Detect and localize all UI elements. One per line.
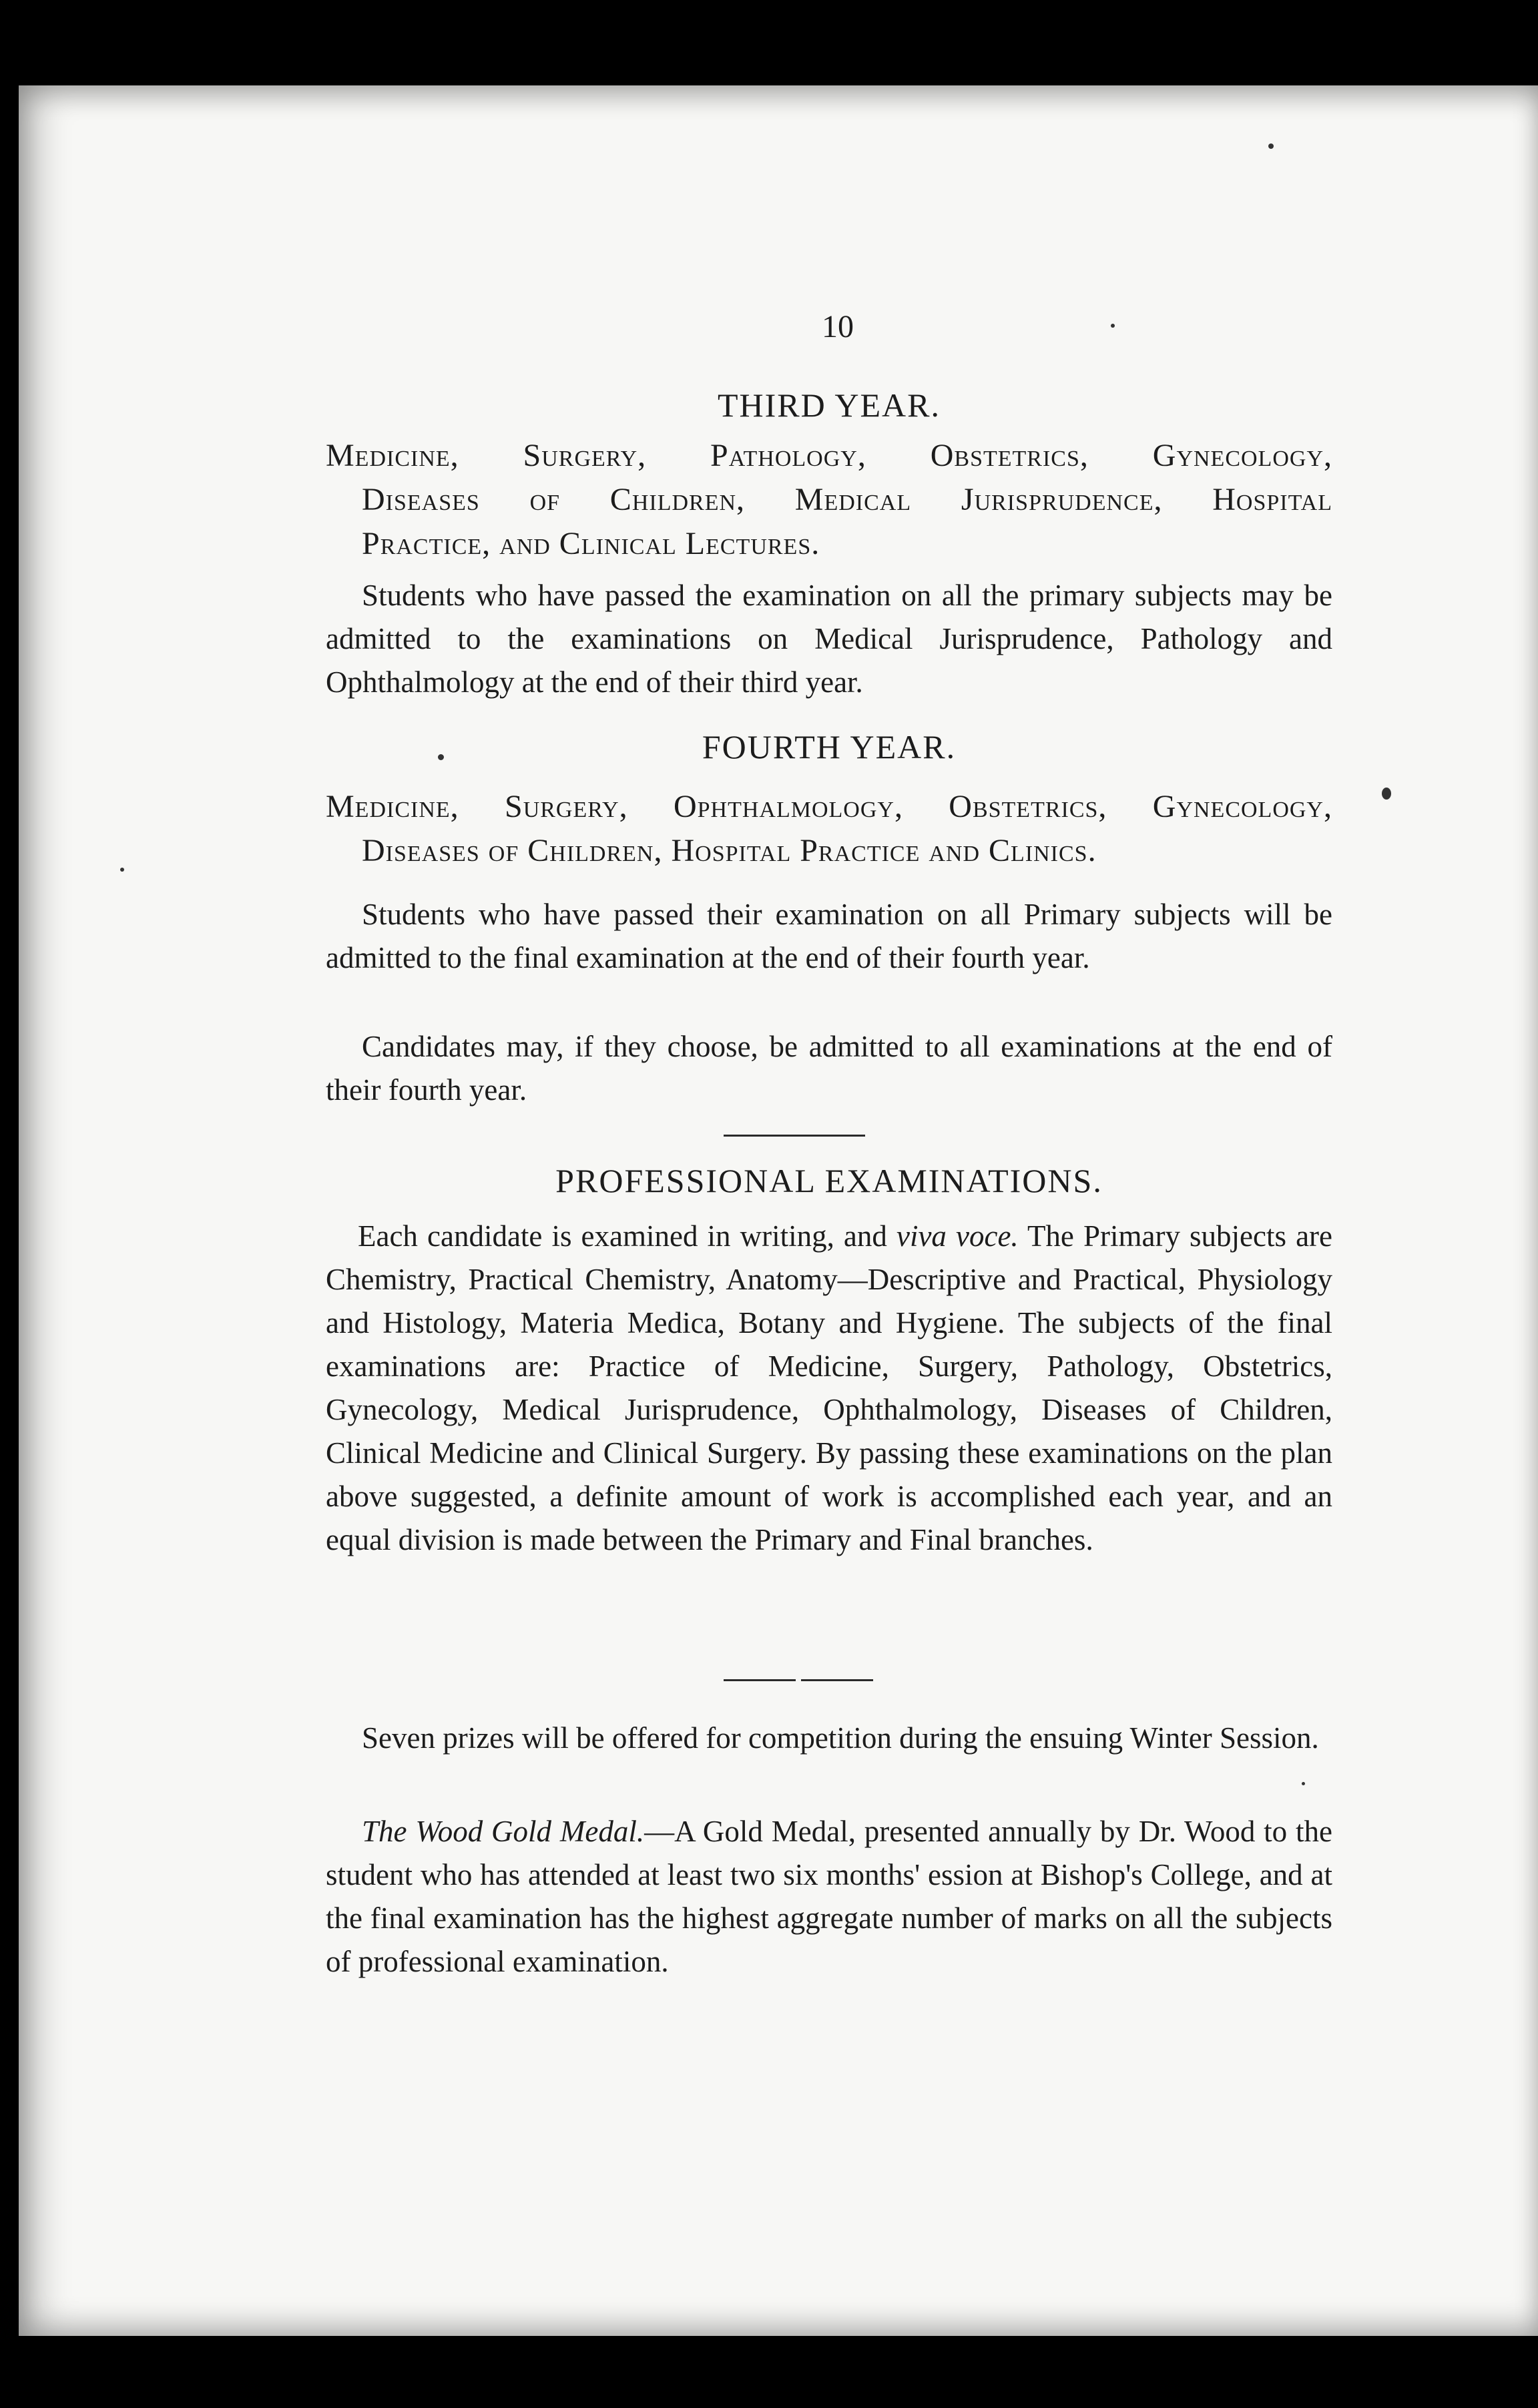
fourth-year-paragraph-1: Students who have passed their examination on all Primary subjects will be admitted to the final examination at the end of their fourth year.: [326, 898, 1332, 974]
fourth-year-paragraph-2: Candidates may, if they choose, be admitted to all examinations at the end of their fourth year.: [326, 1030, 1332, 1107]
dust-speck: [1302, 1782, 1305, 1785]
subjects-line: Diseases of Children, Hospital Practice and Clinics.: [362, 833, 1097, 868]
third-year-paragraph: Students who have passed the examination on all the primary subjects may be admitted to the examinations on Medical Jurisprudence, Pathology and Ophthalmology at the end of their third year.: [326, 579, 1332, 699]
subjects-line: Medicine, Surgery, Pathology, Obstetrics, Gynecology,: [326, 438, 1332, 473]
italic-phrase: viva voce.: [896, 1219, 1019, 1253]
fourth-year-subjects: [326, 785, 1332, 873]
double-divider-left: [724, 1679, 796, 1681]
text-after-italic: The Primary subjects are Chemistry, Practical Chemistry, Anatomy—Descriptive and Practical, Physiology and Histology, Materia Medica, Botany and Hygiene. The subjects of the final examinations are: Practice of Medicine, Surgery, Pathology, Obstetrics, Gynecology, Medical Jurisprudence, Ophthalmology, Diseases of Children, Clinical Medicine and Clinical Surgery. By passing these examinations on the plan above suggested, a definite amount of work is accomplished each year, and an equal division is made between the Primary and Final branches.: [326, 1219, 1332, 1556]
section-divider: [724, 1135, 865, 1137]
dust-speck: [1268, 143, 1274, 149]
fourth-year-heading: FOURTH YEAR.: [702, 728, 957, 766]
dust-speck: [438, 754, 444, 760]
wood-medal-paragraph: [326, 1810, 1332, 1984]
third-year-heading: THIRD YEAR.: [717, 386, 941, 424]
subjects-line: Diseases of Children, Medical Jurisprudence, Hospital: [362, 482, 1332, 517]
page-number: 10: [822, 309, 854, 344]
dust-speck: [120, 868, 124, 872]
dust-speck: [1382, 788, 1391, 800]
wood-medal-title: The Wood Gold Medal.: [362, 1815, 645, 1848]
prizes-intro: Seven prizes will be offered for competition during the ensuing Winter Session.: [362, 1721, 1319, 1755]
subjects-line: Medicine, Surgery, Ophthalmology, Obstetrics, Gynecology,: [326, 789, 1332, 824]
wood-medal-text: —A Gold Medal, presented annually by Dr. Wood to the student who has attended at least two six months' ession at Bishop's College, and at the final examination has the highest aggregate number of marks on all the subjects of professional examination.: [326, 1815, 1332, 1978]
third-year-subjects: [326, 434, 1332, 566]
subjects-line: Practice, and Clinical Lectures.: [362, 526, 820, 561]
professional-examinations-paragraph: [326, 1215, 1332, 1562]
double-divider-right: [801, 1679, 873, 1681]
professional-examinations-heading: PROFESSIONAL EXAMINATIONS.: [555, 1162, 1103, 1199]
dust-speck: [1111, 324, 1115, 328]
text-before-italic: Each candidate is examined in writing, and: [358, 1219, 896, 1253]
